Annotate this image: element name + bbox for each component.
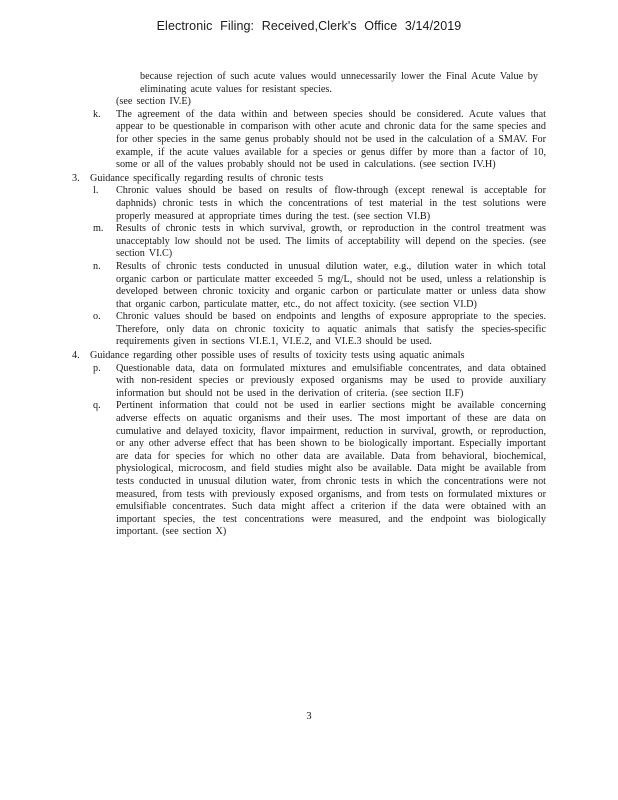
document-body: [66, 71, 546, 539]
list-item-text: Chronic values should be based on endpoints and lengths of exposure appropriate to the species. Therefore, only data on chronic toxicity to aquatic animals that satisfy the species-specific requirements given in sections VI.E.1, VI.E.2, and VI.E.3 should be used.: [116, 311, 546, 348]
section-title: Guidance specifically regarding results of chronic tests: [90, 172, 324, 184]
list-item-p: [66, 363, 546, 401]
list-item-text: Chronic values should be based on results of flow-through (except renewal is acceptable for daphnids) chronic tests in which the concentrations of test material in the test solutions were properly measured at appropriate times during the test. (see section VI.B): [116, 185, 546, 222]
section-number: 4.: [72, 350, 80, 362]
list-item-text: Results of chronic tests in which survival, growth, or reproduction in the control treatment was unacceptably low should not be used. The limits of acceptability will depend on the species. (see section VI.C): [116, 223, 546, 260]
section-title: Guidance regarding other possible uses of results of toxicity tests using aquatic animals: [90, 350, 465, 362]
list-item-l: [66, 185, 546, 223]
list-item-m: [66, 223, 546, 261]
page-number: 3: [306, 711, 312, 722]
list-item-label: p.: [93, 362, 101, 374]
list-item-text: Pertinent information that could not be used in earlier sections might be available concerning adverse effects on aquatic organisms and their uses. The most important of these are data on cumulative and delayed toxicity, flavor impairment, reduction in survival, growth, or reproduction, or any other adverse effect that has been shown to be biologically important. Especially important are data for species for which no other data are available. Data from behavioral, biochemical, physiological, microcosm, and field studies might also be available. Data might be available from tests conducted in unusual dilution water, from chronic tests in which the concentrations were not measured, from tests with previously exposed organisms, and from tests on formulated mixtures or emulsifiable concentrates. Such data might affect a criterion if the data were obtained with an important species, the test concentrations were measured, and the endpoint was biologically important. (see section X): [116, 400, 546, 538]
section-number: 3.: [72, 172, 80, 184]
list-item-q: [66, 400, 546, 539]
list-item-label: l.: [93, 185, 99, 197]
section-heading-3: [66, 173, 546, 186]
continued-paragraph: because rejection of such acute values would unnecessarily lower the Final Acute Value by eliminating acute values for resistant species.: [140, 71, 538, 95]
list-item-label: q.: [93, 400, 101, 412]
electronic-filing-header: Electronic Filing: Received,Clerk's Office 3/14/2019: [156, 19, 462, 33]
list-item-label: o.: [93, 311, 101, 323]
section-heading-4: [66, 350, 546, 363]
continued-paragraph-reference: (see section IV.E): [116, 96, 191, 108]
list-item-label: m.: [93, 223, 104, 235]
list-item-text: Questionable data, data on formulated mixtures and emulsifiable concentrates, and data obtained with non-resident species or previously exposed organisms may be used to provide auxiliary information but should not be used in the derivation of criteria. (see section II.F): [116, 362, 546, 399]
list-item-k: [66, 109, 546, 172]
list-item-label: n.: [93, 260, 101, 272]
list-item-o: [66, 311, 546, 349]
list-item-label: k.: [93, 108, 101, 120]
list-item-text: The agreement of the data within and between species should be considered. Acute values that appear to be questionable in comparison with other acute and chronic data for the same species and for other species in the same genus probably should not be used in the calculation of a SMAV. For example, if the acute values available for a species or genus differ by more than a factor of 10, some or all of the values probably should not be used in calculations. (see section IV.H): [116, 108, 546, 171]
list-item-text: Results of chronic tests conducted in unusual dilution water, e.g., dilution water in which total organic carbon or particulate matter exceeded 5 mg/L, should not be used, unless a relationship is developed between chronic toxicity and organic carbon or particulate matter or unless data show that organic carbon, particulate matter, etc., do not affect toxicity. (see section VI.D): [116, 260, 546, 310]
list-item-n: [66, 261, 546, 311]
